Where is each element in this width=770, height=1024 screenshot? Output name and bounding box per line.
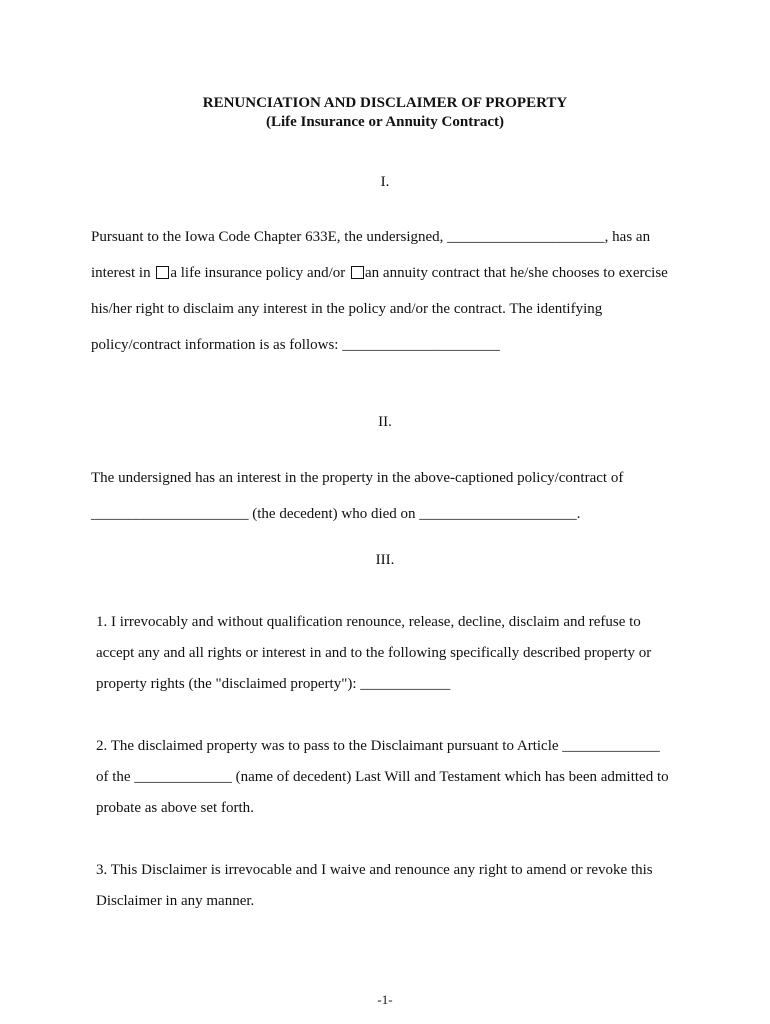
section-1-line-1: Pursuant to the Iowa Code Chapter 633E, the undersigned, _____________________, has an [91,229,651,245]
section-1-heading: I. [380,174,390,190]
paragraph-1-line-1: 1. I irrevocably and without qualification renounce, release, decline, disclaim and refuse to [96,614,641,630]
paragraph-3-line-2: Disclaimer in any manner. [96,893,255,909]
section-1-line-2-text-b: a life insurance policy and/or [170,265,350,281]
life-insurance-checkbox[interactable] [156,266,169,279]
annuity-contract-checkbox[interactable] [351,266,364,279]
paragraph-3-line-1: 3. This Disclaimer is irrevocable and I waive and renounce any right to amend or revoke this [96,862,653,878]
section-3-heading: III. [375,552,395,568]
document-subtitle: (Life Insurance or Annuity Contract) [265,114,505,130]
section-2-line-1: The undersigned has an interest in the property in the above-captioned policy/contract of [91,470,624,486]
paragraph-1-line-3: property rights (the "disclaimed property"): ____________ [96,676,451,692]
paragraph-2-line-1: 2. The disclaimed property was to pass to the Disclaimant pursuant to Article _____________ [96,738,660,754]
paragraph-2-line-3: probate as above set forth. [96,800,254,816]
section-1-line-2-text-a: interest in [91,265,155,281]
section-1-line-2-text-c: an annuity contract that he/she chooses to exercise [365,265,668,281]
section-1-line-3: his/her right to disclaim any interest in the policy and/or the contract. The identifying [91,301,603,317]
paragraph-2-line-2: of the _____________ (name of decedent) Last Will and Testament which has been admitted to [96,769,669,785]
paragraph-1-line-2: accept any and all rights or interest in and to the following specifically described property or [96,645,652,661]
section-2-heading: II. [378,414,392,430]
page-number: -1- [377,992,393,1007]
section-1-line-2 [91,264,668,282]
section-1-line-4: policy/contract information is as follows: _____________________ [91,337,500,353]
document-title: RENUNCIATION AND DISCLAIMER OF PROPERTY [202,95,568,111]
section-2-line-2: _____________________ (the decedent) who died on _____________________. [91,506,581,522]
